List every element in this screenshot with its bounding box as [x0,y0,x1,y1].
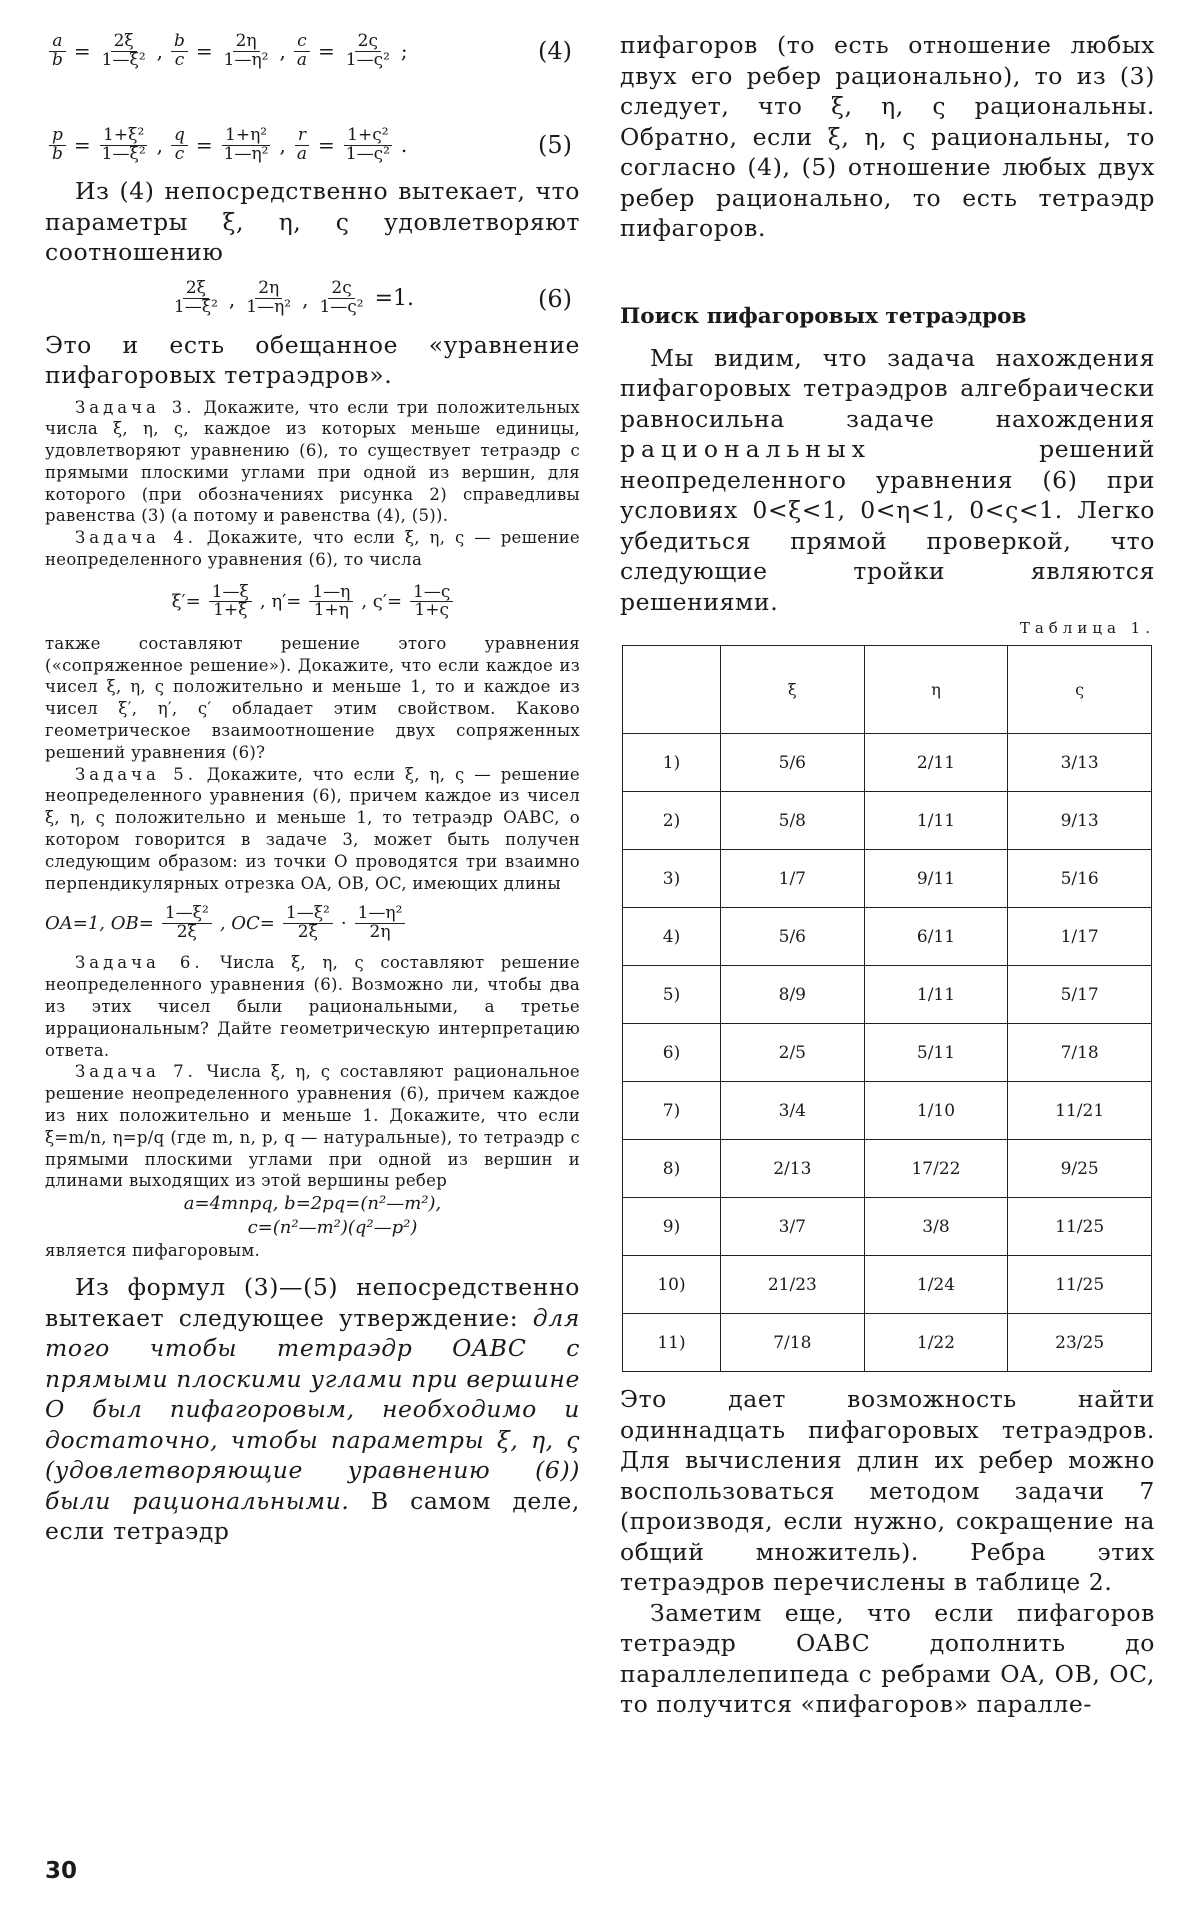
table-cell: 8/9 [721,966,865,1024]
table-row [623,966,1152,1024]
table-cell: 1/10 [864,1082,1008,1140]
equation-6: $\frac{2\xi}{\text{1—ξ²}}$ , $\frac{2\eta}{\text{1—η²}}$ , $\frac{2\varsigma}{\text{1—ς²}}$ =1. (6) [173,278,572,317]
task-5: Задача 5. Докажите, что если ξ, η, ς — решение неопределенного уравнения (6), причем каждое из чисел ξ, η, ς положительно и меньше 1, то тетраэдр OABC, о котором говорится в задаче 3, может быть получен следующим образом: из точки O проводятся три взаимно перпендикулярных отрезка OA, OB, OC, имеющих длины [45,764,580,893]
table-header-cell: ς [1008,646,1152,734]
equation-number: (4) [538,37,572,65]
task-3: Задача 3. Докажите, что если три положительных числа ξ, η, ς, каждое из которых меньше единицы, удовлетворяют уравнению (6), то существует тетраэдр с прямыми плоскими углами при одной из вершин, для которого (при обозначениях рисунка 2) справедливы равенства (3) (а потому и равенства (4), (5)). [45,397,580,526]
table-header-cell [623,646,721,734]
table-cell: 1/11 [864,966,1008,1024]
table-cell: 1/22 [864,1314,1008,1372]
equation-5: $\frac{p}{b}$ = $\frac{\text{1+ξ²}}{\text{1—ξ²}}$ , $\frac{q}{c}$ = $\frac{\text{1+η²}}{\text{1—η²}}$ , $\frac{r}{a}$ = $\frac{\text{1+ς²}}{\text{1—ς²}}$ . (5) [45,116,580,174]
equation-4: $\frac{a}{b}$ = $\frac{2\xi}{\text{1—ξ²}}$ , $\frac{b}{c}$ = $\frac{2\eta}{\text{1—η²}}$ , $\frac{c}{a}$ = $\frac{2\varsigma}{\text{1—ς²}}$ ; (4) [45,22,580,80]
table-cell: 11) [623,1314,721,1372]
table-row [623,1314,1152,1372]
table-cell: 5/6 [721,734,865,792]
table-header-row [623,646,1152,734]
table-cell: 3/8 [864,1198,1008,1256]
table-cell: 23/25 [1008,1314,1152,1372]
table-cell: 7/18 [721,1314,865,1372]
page-number: 30 [45,1858,78,1884]
table-row [623,908,1152,966]
table-cell: 5) [623,966,721,1024]
table-cell: 8) [623,1140,721,1198]
paragraph: Это дает возможность найти одиннадцать пифагоровых тетраэдров. Для вычисления длин их ребер можно воспользоваться методом задачи 7 (производя, если нужно, сокращение на общий множитель). Ребра этих тетраэдров перечислены в таблице 2. [620,1385,1155,1596]
table-cell: 7/18 [1008,1024,1152,1082]
table-cell: 3/13 [1008,734,1152,792]
table-row [623,734,1152,792]
table-body [623,734,1152,1372]
table-row [623,1198,1152,1256]
table-cell: 6) [623,1024,721,1082]
left-column [45,22,580,1547]
table-1 [622,645,1152,1372]
table-row [623,1140,1152,1198]
table-cell: 9/13 [1008,792,1152,850]
table-cell: 4) [623,908,721,966]
right-column [620,30,1155,1720]
paragraph: Заметим еще, что если пифагоров тетраэдр OABC дополнить до параллелепипеда с ребрами OA, OB, OC, то получится «пифагоров» паралле- [620,1598,1155,1718]
table-cell: 5/8 [721,792,865,850]
table-cell: 11/25 [1008,1198,1152,1256]
table-cell: 10) [623,1256,721,1314]
task-7: Задача 7. Числа ξ, η, ς составляют рациональное решение неопределенного уравнения (6), причем каждое из них положительно и меньше 1. Докажите, что если ξ=m/n, η=p/q (где m, n, p, q — натуральные), то тетраэдр с прямыми плоскими углами при одной из вершин и длинами выходящих из этой вершины ребер [45,1062,580,1191]
table-header-cell: η [864,646,1008,734]
equation-number: (6) [538,284,572,313]
table-cell: 1/17 [1008,908,1152,966]
table-cell: 9) [623,1198,721,1256]
table-cell: 9/11 [864,850,1008,908]
section-heading: Поиск пифагоровых тетраэдров [620,303,1027,329]
table-cell: 6/11 [864,908,1008,966]
paragraph: пифагоров (то есть отношение любых двух его ребер рационально), то из (3) следует, что ξ, η, ς рациональны. Обратно, если ξ, η, ς рациональны, то согласно (4), (5) отношение любых двух ребер рационально, то есть тетраэдр пифагоров. [620,31,1155,242]
equation-7b: c=(n²—m²)(q²—p²) [247,1217,418,1239]
paragraph-criterion: Из формул (3)—(5) непосредственно вытекает следующее утверждение: для того чтобы тетраэдр OABC с прямыми плоскими углами при вершине O был пифагоровым, необходимо и достаточно, чтобы параметры ξ, η, ς (удовлетворяющие уравнению (6)) были рациональными. В самом деле, если тетраэдр [45,1273,580,1545]
table-cell: 1/7 [721,850,865,908]
table-cell: 3) [623,850,721,908]
table-cell: 1/24 [864,1256,1008,1314]
equation-lengths: OA=1, OB= $\frac{\text{1—ξ²}}{2\xi}$ , OC= $\frac{\text{1—ξ²}}{2\xi}$ · $\frac{\text{1—η²}}{2\eta}$ [45,894,580,952]
table-row [623,1256,1152,1314]
paragraph: Это и есть обещанное «уравнение пифагоровых тетраэдров». [45,330,580,389]
table-cell: 3/7 [721,1198,865,1256]
table-cell: 5/6 [721,908,865,966]
table-header-cell: ξ [721,646,865,734]
table-cell: 2/5 [721,1024,865,1082]
table-cell: 7) [623,1082,721,1140]
table-cell: 21/23 [721,1256,865,1314]
table-row [623,1024,1152,1082]
table-cell: 2/11 [864,734,1008,792]
equation-number: (5) [538,131,572,159]
table-cell: 11/21 [1008,1082,1152,1140]
task-4: Задача 4. Докажите, что если ξ, η, ς — решение неопределенного уравнения (6), то числа [45,528,580,570]
table-row [623,850,1152,908]
task-6: Задача 6. Числа ξ, η, ς составляют решение неопределенного уравнения (6). Возможно ли, чтобы два из этих чисел были рациональными, а третье иррациональным? Дайте геометрическую интерпретацию ответа. [45,953,580,1060]
task-4-continued: также составляют решение этого уравнения («сопряженное решение»). Докажите, что если каждое из чисел ξ, η, ς положительно и меньше 1, то и каждое из чисел ξ′, η′, ς′ обладает этим свойством. Каково геометрическое взаимоотношение двух сопряженных решений уравнения (6)? [45,633,580,762]
paragraph: Мы видим, что задача нахождения пифагоровых тетраэдров алгебраически равносильна задаче нахождения рациональных решений неопределенного уравнения (6) при условиях 0<ξ<1, 0<η<1, 0<ς<1. Легко убедиться прямой проверкой, что следующие тройки являются решениями. [620,343,1155,616]
paragraph: Из (4) непосредственно вытекает, что параметры ξ, η, ς удовлетворяют соотношению [45,177,580,266]
table-cell: 5/17 [1008,966,1152,1024]
table-cell: 1) [623,734,721,792]
equation-conjugate: ξ′= $\frac{1—\xi}{1+\xi}$ , η′= $\frac{1—\eta}{1+\eta}$ , ς′= $\frac{1—\varsigma}{1+\varsigma}$ [45,571,580,633]
table-cell: 3/4 [721,1082,865,1140]
table-row [623,1082,1152,1140]
table-cell: 5/11 [864,1024,1008,1082]
table-row [623,792,1152,850]
table-cell: 1/11 [864,792,1008,850]
table-cell: 17/22 [864,1140,1008,1198]
table-cell: 2/13 [721,1140,865,1198]
equation-7a: a=4mnpq, b=2pq=(n²—m²), [183,1193,442,1215]
table-cell: 5/16 [1008,850,1152,908]
table-caption: Таблица 1. [1019,619,1155,637]
table-cell: 11/25 [1008,1256,1152,1314]
table-cell: 2) [623,792,721,850]
task-7-end: является пифагоровым. [45,1241,260,1261]
table-cell: 9/25 [1008,1140,1152,1198]
